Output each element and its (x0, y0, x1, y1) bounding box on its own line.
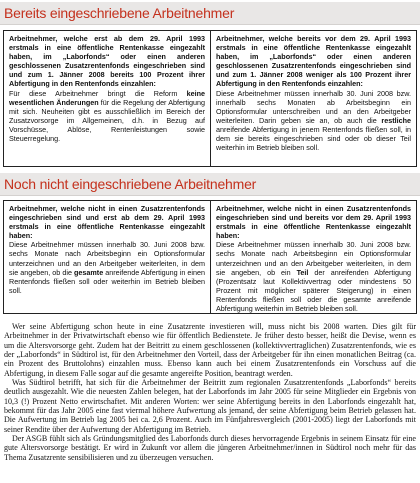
info-box-row-registered (3, 30, 417, 167)
info-box-row-unregistered (3, 200, 417, 314)
article-paragraph: Was Südtirol betrifft, hat sich für die Arbeitnehmer der Beitritt zum regionalen Zusatzrentenfonds „Laborfonds“ bereits deutlich ausgezahlt. Wie die neuesten Zahlen belegen, hat der Laborfonds im Jahr 2005 für seine Mitglieder ein Ergebnis von 10,3 (!) Prozent Netto erwirtschaftet. Mit anderen Worten: wer seine Abfertigung bereits in den Laborfonds eingezahlt hat, bekommt für das Jahr 2005 eine fast viermal höhere Aufwertung als jemand, der seine Abfertigung beim Betrieb gelassen hat. Die Aufwertung im Betrieb lag 2005 bei ca. 2,6 Prozent. Auch im Fünfjahresvergleich (2001-2005) liegt der Laborfonds mit seiner Rendite über der Aufwertung der Abfertigung im Betrieb. (4, 378, 416, 434)
section-header-registered (0, 2, 420, 25)
box-heading: Arbeitnehmer, welche bereits vor dem 29. April 1993 erstmals in eine öffentliche Rentenkasse eingezahlt haben, im „Laborfonds“ oder einen anderen geschlossenen Zusatzrentenfonds eingeschrieben sind und zum 1. Jänner 2008 weniger als 100 Prozent ihrer Abfertigung in den Rentenfonds einzahlen: (216, 34, 411, 89)
box-heading: Arbeitnehmer, welche nicht in einen Zusatzrentenfonds eingeschrieben sind und erst ab dem 29. April 1993 erstmals in eine öffentliche Rentenkasse eingezahlt haben: (9, 204, 205, 241)
info-box-after-1993 (4, 201, 210, 313)
emphasis: Teil (296, 267, 309, 277)
emphasis: restliche (381, 115, 411, 125)
box-text: Diese Arbeitnehmer müssen innerhalb 30. Juni 2008 bzw. innerhalb sechs Monaten ab Arbeitsbeginn ein Optionsformular unterschreiben und an den Arbeitgeber weiterleiten. Darin geben sie an, ob auch die restliche anreifende Abfertigung in jenem Rentenfonds fließen soll, in dem sie bereits eingeschrieben sind oder ob dieser Teil weiterhin im Betrieb bleiben soll. (216, 88, 411, 153)
section-title: Bereits eingeschriebene Arbeitnehmer (4, 5, 235, 21)
article-paragraph: Der ASGB fühlt sich als Gründungsmitglied des Laborfonds durch dieses hervorragende Ergebnis in seinem Einsatz für eine gute Altersvorsorge bestätigt. Er wird in Zukunft vor allem die jüngeren Arbeitnehmer/innen in Südtirol noch mehr für das Thema Zusatzrente sensibilisieren und zu überzeugen versuchen. (4, 434, 416, 462)
article-body (4, 322, 416, 462)
info-box-before-1993 (210, 201, 416, 313)
box-text: Diese Arbeitnehmer müssen innerhalb 30. Juni 2008 bzw. sechs Monate nach Arbeitsbeginn ein Optionsformular unterzeichnen und an den Arbeitgeber weiterleiten, in dem sie angeben, ob ein Teil der anreifenden Abfertigung (Prozentsatz laut Kollektivvertrag oder mindestens 50 Prozent mit möglicher späterer Steigerung) in einen Rentenfonds fließen soll oder die gesamte anreifende Abfertigung weiterhin im Betrieb bleiben soll. (216, 240, 411, 313)
article-paragraph: Wer seine Abfertigung schon heute in eine Zusatzrente investieren will, muss nicht bis 2008 warten. Dies gilt für Arbeitnehmer in der Privatwirtschaft ebenso wie für öffentlich Bedienstete. Je früher desto besser, heißt die Devise, wenn es um die Altersvorsorge geht. Zudem hat der Beitritt zu einem geschlossenen (kollektivvertraglichen) Zusatzrentenfonds, wie es der „Laborfonds“ in Südtirol ist, für den Arbeitnehmer den Vorteil, dass der Arbeitgeber für ihn einen monatlichen Beitrag (ca. ein Prozent des Bruttolohns) einzahlen muss. Ebenso kann auch bei einem Zusatzrentenfonds ein Vorschuss auf die Abfertigung, in diesem Falle sogar auf die gesamte angereifte Position, beantragt werden. (4, 322, 416, 378)
box-text: Für diese Arbeitnehmer bringt die Reform keine wesentlichen Änderungen für die Regelung der Abfertigung mit sich. Neuheiten gibt es ausschließlich im Bereich der Zusatzvorsorge im Allgemeinen, d.h. in Bezug auf Vorschüsse, Ablöse, Rentenleistungen sowie Steuerregelung. (9, 88, 205, 144)
box-heading: Arbeitnehmer, welche erst ab dem 29. April 1993 erstmals in eine öffentliche Rentenkasse eingezahlt haben, im „Laborfonds“ oder einen anderen geschlossenen Zusatzrentenfonds eingeschrieben sind und zum 1. Jänner 2008 bereits 100 Prozent ihrer Abfertigung in den Rentenfonds einzahlen: (9, 34, 205, 89)
box-text: Diese Arbeitnehmer müssen innerhalb 30. Juni 2008 bzw. sechs Monate nach Arbeitsbeginn ein Optionsformular unterzeichnen und an den Arbeitgeber weiterleiten, in dem sie angeben, ob die gesamte anreifende Abfertigung in einen Rentenfonds fließen soll oder weiterhin im Betrieb bleiben soll. (9, 240, 205, 295)
section-header-unregistered (0, 173, 420, 196)
section-title: Noch nicht eingeschriebene Arbeitnehmer (4, 176, 257, 192)
box-heading: Arbeitnehmer, welche nicht in einen Zusatzrentenfonds eingeschrieben sind und bereits vor dem 29. April 1993 erstmals in eine öffentliche Rentenkasse eingezahlt haben: (216, 204, 411, 241)
info-box-after-1993 (4, 31, 210, 166)
emphasis: keine wesentlichen Änderungen (9, 88, 205, 107)
info-box-before-1993 (210, 31, 416, 166)
emphasis: gesamte (74, 267, 104, 277)
